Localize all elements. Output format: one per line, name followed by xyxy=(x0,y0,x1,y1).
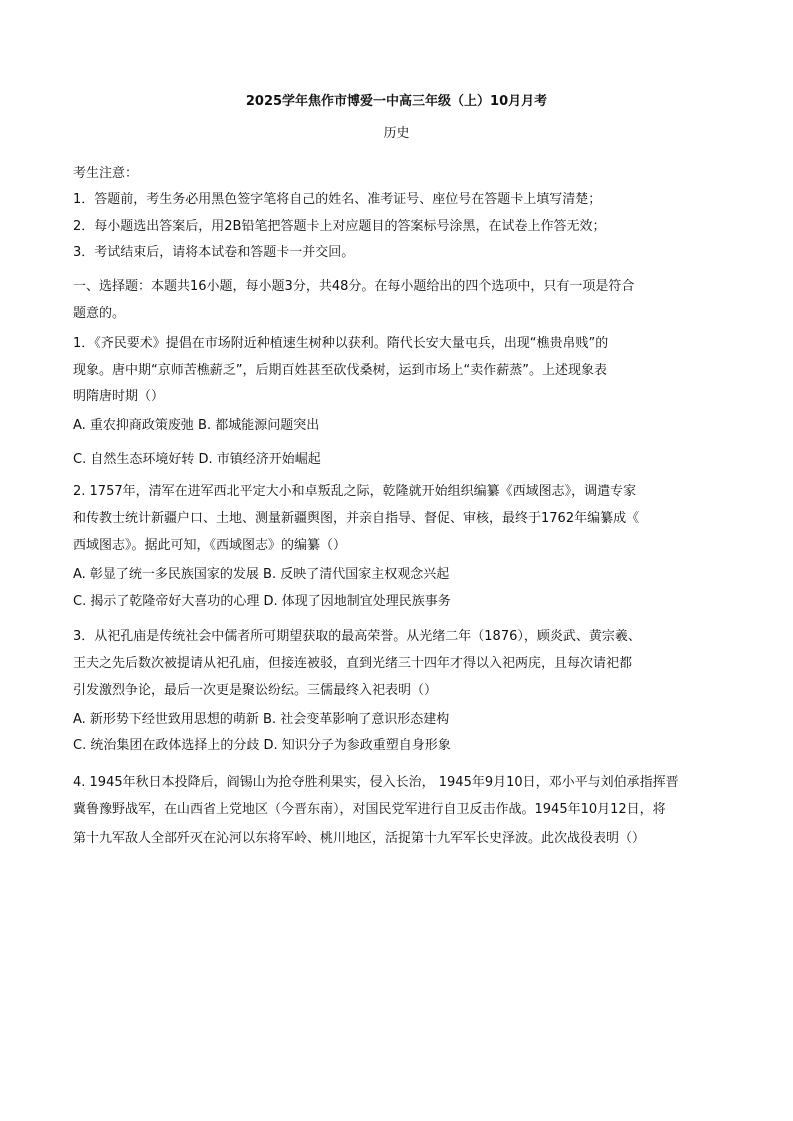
question-1-options-ab: A. 重农抑商政策废弛 B. 都城能源问题突出 xyxy=(73,418,320,433)
notice-item: 3．考试结束后，请将本试卷和答题卡一并交回。 xyxy=(73,245,355,260)
notice-heading: 考生注意： xyxy=(73,166,139,181)
question-1-line: 明隋唐时期（） xyxy=(73,389,165,404)
question-3-options-ab: A. 新形势下经世致用思想的萌新 B. 社会变革影响了意识形态建构 xyxy=(73,712,450,727)
question-3-options-cd: C. 统治集团在政体选择上的分歧 D. 知识分子为参政重塑自身形象 xyxy=(73,738,451,753)
question-3-line: 王夫之先后数次被提请从祀孔庙，但接连被驳，直到光绪三十四年才得以入祀两庑，且每次请祀都 xyxy=(73,656,633,671)
question-2-options-cd: C. 揭示了乾隆帝好大喜功的心理 D. 体现了因地制宜处理民族事务 xyxy=(73,594,451,609)
subject-title: 历史 xyxy=(383,126,410,141)
question-1-line: 1．《齐民要术》提倡在市场附近种植速生树种以获利。隋代长安大量屯兵，出现“樵贵帛贱”的 xyxy=(73,336,609,351)
section-intro-line: 题意的。 xyxy=(73,306,126,321)
exam-title: 2025学年焦作市博爱一中高三年级（上）10月月考 xyxy=(245,94,548,109)
question-2-line: 2. 1757年，清军在进军西北平定大小和卓叛乱之际，乾隆就开始组织编纂《西域图志》，调遣专家 xyxy=(73,484,637,499)
question-2-line: 西域图志》。据此可知，《西域图志》的编纂（） xyxy=(73,538,347,553)
section-intro-line: 一、选择题：本题共16小题，每小题3分，共48分。在每小题给出的四个选项中，只有一项是符合 xyxy=(73,279,635,294)
question-4-line: 冀鲁豫野战军，在山西省上党地区（今晋东南），对国民党军进行自卫反击作战。1945年10月12日，将 xyxy=(73,802,666,817)
question-1-options-cd: C. 自然生态环境好转 D. 市镇经济开始崛起 xyxy=(73,452,321,467)
notice-item: 2．每小题选出答案后，用2B铅笔把答题卡上对应题目的答案标号涂黑，在试卷上作答无效； xyxy=(73,219,606,234)
question-3-line: 引发激烈争论，最后一次更是聚讼纷纭。三儒最终入祀表明（） xyxy=(73,683,438,698)
question-2-line: 和传教士统计新疆户口、土地、测量新疆舆图，并亲自指导、督促、审核，最终于1762年编纂成《 xyxy=(73,511,640,526)
question-2-options-ab: A. 彰显了统一多民族国家的发展 B. 反映了清代国家主权观念兴起 xyxy=(73,567,450,582)
question-1-line: 现象。唐中期“京师苦樵薪乏”，后期百姓甚至砍伐桑树，运到市场上“卖作薪蒸”。上述现象表 xyxy=(73,363,607,378)
question-4-line: 第十九军敌人全部歼灭在沁河以东将军岭、桃川地区，活捉第十九军军长史泽波。此次战役表明（） xyxy=(73,831,646,846)
question-3-line: 3．从祀孔庙是传统社会中儒者所可期望获取的最高荣誉。从光绪二年（1876），顾炎武、黄宗羲、 xyxy=(73,629,641,644)
notice-item: 1．答题前，考生务必用黑色签字笔将自己的姓名、准考证号、座位号在答题卡上填写清楚； xyxy=(73,192,602,207)
question-4-line: 4. 1945年秋日本投降后，阎锡山为抢夺胜利果实，侵入长治， 1945年9月10日，邓小平与刘伯承指挥晋 xyxy=(73,775,679,790)
